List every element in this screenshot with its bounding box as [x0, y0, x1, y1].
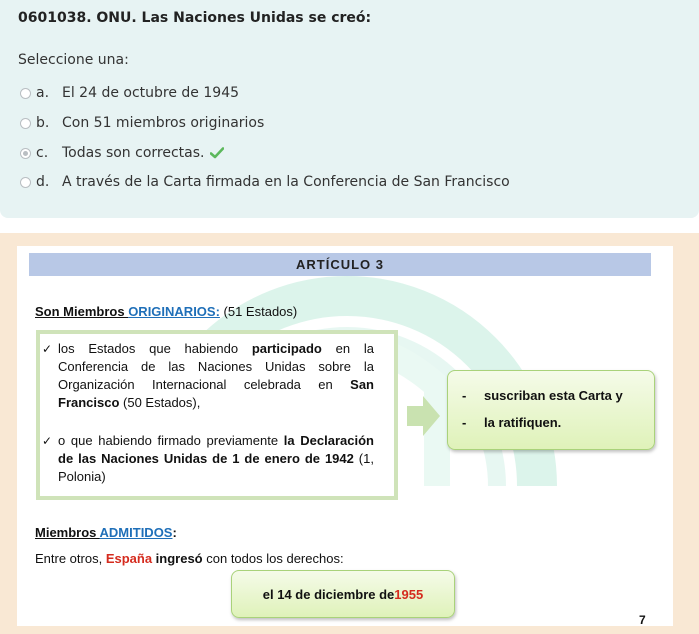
radio-option-b[interactable]	[20, 118, 31, 129]
checkmark-icon: ✓	[42, 342, 53, 356]
originarios-prefix: Son Miembros	[35, 304, 129, 319]
option-letter: b.	[36, 115, 50, 131]
page-number: 7	[639, 613, 646, 626]
option-c[interactable]	[20, 143, 224, 163]
condition-item: - la ratifiquen.	[462, 415, 562, 430]
admitidos-colon: :	[172, 525, 177, 540]
check-icon	[210, 147, 224, 159]
admitidos-heading	[35, 525, 177, 540]
bullet2-text-2: (1, Polonia)	[58, 451, 374, 484]
conditions-box	[447, 370, 655, 450]
bullet-signatories	[42, 432, 374, 486]
condition-text: la ratifiquen.	[484, 415, 562, 430]
bullet1-text-2: en la Conferencia de las Naciones Unidas sobre la Organización Internacional celebrada en	[58, 341, 374, 392]
originarios-keyword: ORIGINARIOS:	[128, 304, 220, 319]
option-text: Todas son correctas.	[62, 145, 205, 161]
option-b[interactable]	[20, 113, 264, 133]
bullet1-text-3: (50 Estados),	[119, 395, 201, 410]
originarios-heading	[35, 304, 297, 319]
article-header: ARTÍCULO 3	[29, 253, 651, 276]
slide	[17, 246, 673, 626]
admit-verb: ingresó	[152, 551, 203, 566]
bullet1-text-1: los Estados que habiendo	[58, 341, 252, 356]
bullet2-bold-1: la Declaración de las Naciones Unidas de 1 de enero de 1942	[58, 433, 374, 466]
option-text: El 24 de octubre de 1945	[62, 85, 240, 101]
admitidos-text	[35, 551, 344, 566]
admit-text-2: con todos los derechos:	[202, 551, 344, 566]
radio-option-a[interactable]	[20, 88, 31, 99]
admitidos-prefix: Miembros	[35, 525, 100, 540]
question-instruction: Seleccione una:	[18, 52, 129, 68]
condition-item: - suscriban esta Carta y	[462, 388, 623, 403]
option-d[interactable]	[20, 172, 510, 192]
radio-option-d[interactable]	[20, 177, 31, 188]
admit-country: España	[105, 551, 153, 566]
radio-option-c[interactable]	[20, 148, 31, 159]
option-letter: d.	[36, 174, 50, 190]
admit-text-1: Entre otros,	[35, 551, 106, 566]
bullet2-text-1: o que habiendo firmado previamente	[58, 433, 284, 448]
question-title: 0601038. ONU. Las Naciones Unidas se creó:	[18, 10, 372, 26]
bullet-participants	[42, 340, 374, 412]
question-card	[0, 0, 699, 218]
admission-date-text: el 14 de diciembre de	[262, 586, 395, 602]
condition-text: suscriban esta Carta y	[484, 388, 623, 403]
bullet1-bold-1: participado	[251, 341, 322, 356]
option-letter: a.	[36, 85, 50, 101]
option-a[interactable]	[20, 83, 239, 103]
option-text: Con 51 miembros originarios	[62, 115, 265, 131]
bullet1-bold-2: San Francisco	[58, 377, 374, 410]
originarios-box	[36, 330, 398, 500]
admission-year: 1955	[394, 586, 424, 602]
admission-date-box	[231, 570, 455, 618]
option-text: A través de la Carta firmada en la Conferencia de San Francisco	[62, 174, 510, 190]
checkmark-icon: ✓	[42, 434, 53, 448]
option-letter: c.	[36, 145, 49, 161]
admitidos-keyword: ADMITIDOS	[99, 525, 173, 540]
originarios-count: (51 Estados)	[219, 304, 298, 319]
arrow-right-icon	[407, 394, 441, 438]
